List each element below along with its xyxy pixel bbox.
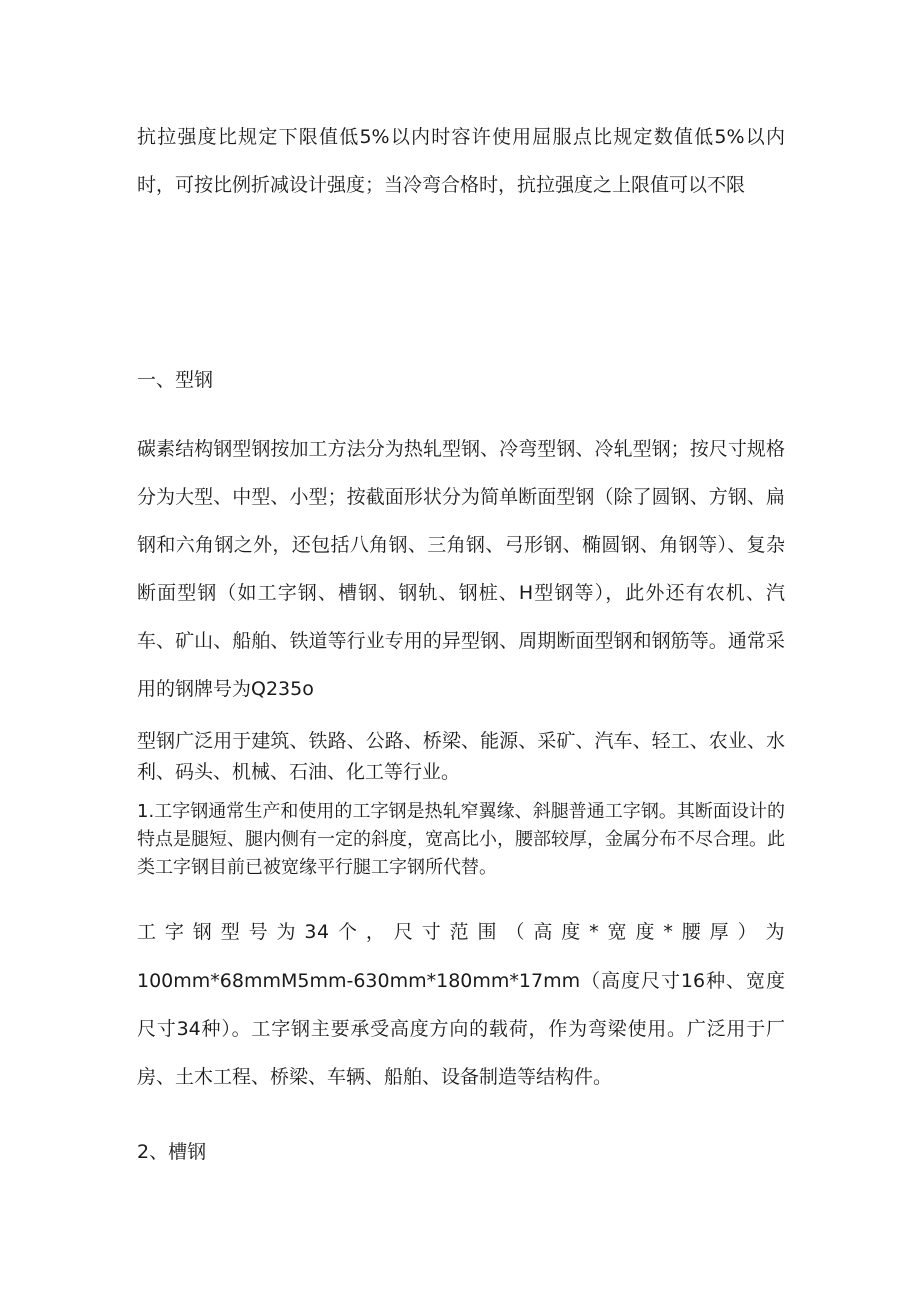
paragraph-section-steel-types: 碳素结构钢型钢按加工方法分为热轧型钢、冷弯型钢、冷轧型钢；按尺寸规格分为大型、中型、小型；按截面形状分为简单断面型钢（除了圆钢、方钢、扁钢和六角钢之外，还包括八角钢、三角钢、弓形钢、椭圆钢、角钢等）、复杂断面型钢（如工字钢、槽钢、钢轨、钢桩、H型钢等），此外还有农机、汽车、矿山、船舶、铁道等行业专用的异型钢、周期断面型钢和钢筋等。通常采用的钢牌号为Q235o: [137, 438, 785, 700]
paragraph-i-beam-models: 100mm*68mmM5mm-630mm*180mm*17mm（高度尺寸16种、宽度尺寸34种）。工字钢主要承受高度方向的载荷，作为弯梁使用。广泛用于厂房、土木工程、桥梁、车辆、船舶、设备制造等结构件。: [137, 970, 785, 1088]
heading-channel-steel: 2、槽钢: [137, 1141, 207, 1163]
paragraph-section-steel-uses: 型钢广泛用于建筑、铁路、公路、桥梁、能源、采矿、汽车、轻工、农业、水利、码头、机械、石油、化工等行业。: [137, 730, 785, 783]
paragraph-tensile-strength: 抗拉强度比规定下限值低5%以内时容许使用屈服点比规定数值低5%以内时，可按比例折减设计强度；当冷弯合格时，抗拉强度之上限值可以不限: [137, 126, 785, 196]
paragraph-i-beam-models-line1: 工字钢型号为34个，尺寸范围（高度*宽度*腰厚）为: [137, 921, 785, 943]
paragraph-i-beam-intro: 1.工字钢通常生产和使用的工字钢是热轧窄翼缘、斜腿普通工字钢。其断面设计的特点是腿短、腿内侧有一定的斜度，宽高比小，腰部较厚，金属分布不尽合理。此类工字钢目前已被宽缘平行腿工字钢所代替。: [137, 801, 785, 878]
heading-section-1: 一、型钢: [137, 369, 214, 391]
